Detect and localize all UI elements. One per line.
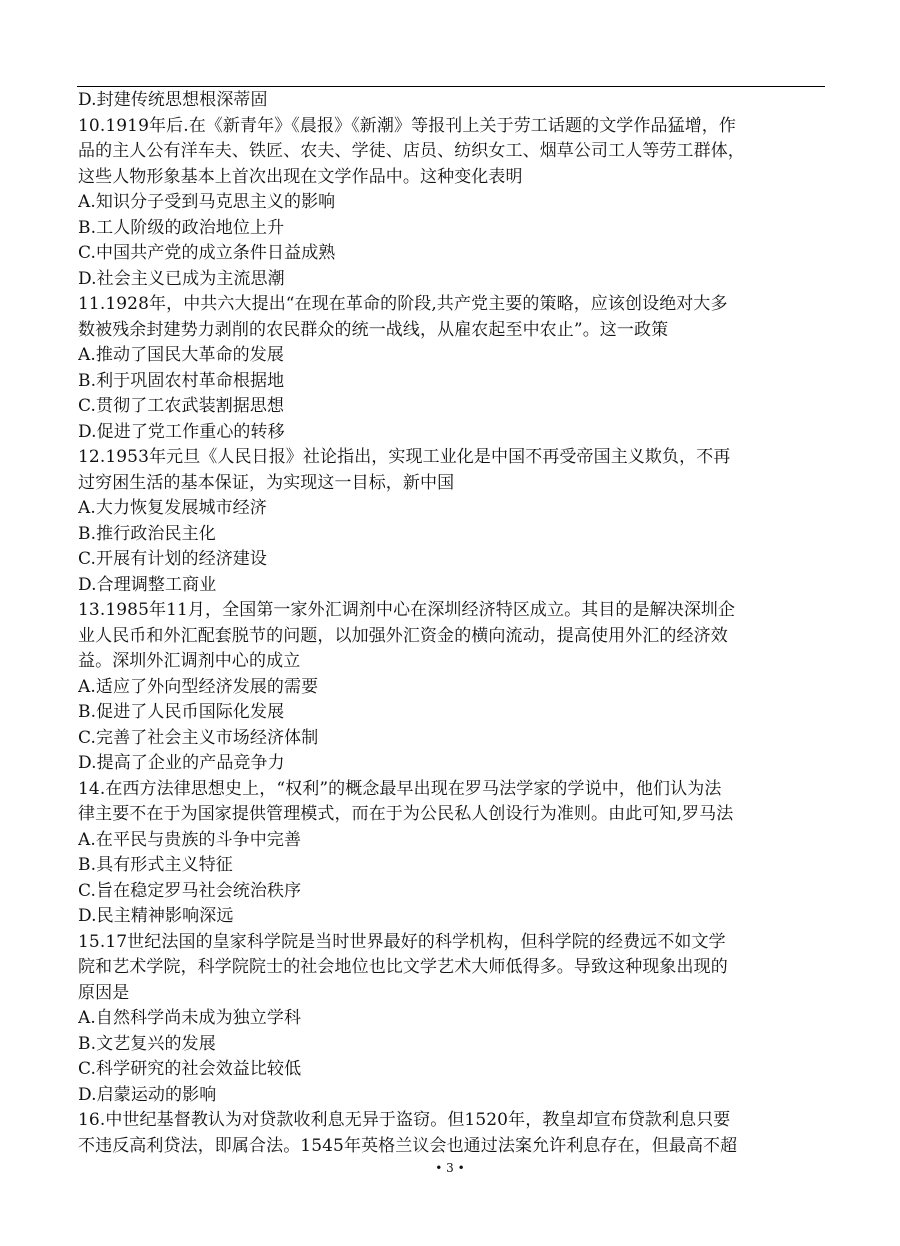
text-line: 这些人物形象基本上首次出现在文学作品中。这种变化表明	[78, 166, 523, 187]
text-line: 不违反高利贷法，即属合法。1545年英格兰议会也通过法案允许利息存在，但最高不超	[78, 1135, 738, 1156]
text-line: 11.1928年，中共六大提出“在现在革命的阶段,共产党主要的策略，应该创设绝对大多	[78, 294, 728, 314]
text-line: 14.在西方法律思想史上，“权利”的概念最早出现在罗马法学家的学说中，他们认为法	[78, 778, 722, 799]
header-rule	[77, 86, 825, 87]
text-line: 业人民币和外汇配套脱节的问题，以加强外汇资金的横向流动，提高使用外汇的经济效	[78, 625, 728, 646]
text-line: 品的主人公有洋车夫、铁匠、农夫、学徒、店员、纺织女工、烟草公司工人等劳工群体，	[78, 141, 745, 161]
text-line: C.旨在稳定罗马社会统治秩序	[78, 880, 302, 901]
text-line: B.工人阶级的政治地位上升	[78, 217, 285, 238]
text-line: D.封建传统思想根深蒂固	[78, 90, 268, 110]
text-line: 数被残余封建势力剥削的农民群众的统一战线，从雇农起至中农止”。这一政策	[78, 319, 669, 340]
page-number: • 3 •	[435, 1161, 465, 1175]
text-line: A.适应了外向型经济发展的需要	[78, 676, 319, 697]
text-line: A.在平民与贵族的斗争中完善	[78, 829, 302, 850]
text-line: 10.1919年后.在《新青年》《晨报》《新潮》等报刊上关于劳工话题的文学作品猛增，作	[78, 115, 737, 136]
text-line: C.贯彻了工农武装割据思想	[78, 396, 285, 416]
text-line: 益。深圳外汇调剂中心的成立	[78, 651, 301, 671]
text-line: B.文艺复兴的发展	[78, 1033, 216, 1054]
text-line: B.促进了人民币国际化发展	[78, 702, 285, 722]
text-line: 院和艺术学院，科学院院士的社会地位也比文学艺术大师低得多。导致这种现象出现的	[78, 957, 728, 977]
text-line: 过穷困生活的基本保证，为实现这一目标，新中国	[78, 472, 455, 493]
text-line: B.具有形式主义特征	[78, 855, 233, 875]
text-line: D.社会主义已成为主流思潮	[78, 268, 285, 289]
text-line: 13.1985年11月，全国第一家外汇调剂中心在深圳经济特区成立。其目的是解决深圳企	[78, 600, 736, 620]
text-line: C.开展有计划的经济建设	[78, 549, 268, 569]
question-text	[78, 88, 828, 1159]
text-line: D.启蒙运动的影响	[78, 1084, 217, 1105]
text-line: 15.17世纪法国的皇家科学院是当时世界最好的科学机构，但科学院的经费远不如文学	[78, 931, 726, 952]
text-line: C.中国共产党的成立条件日益成熟	[78, 243, 336, 263]
text-line: 16.中世纪基督教认为对贷款收利息无异于盗窃。但1520年，教皇却宣布贷款利息只要	[78, 1110, 731, 1130]
text-line: A.大力恢复发展城市经济	[78, 498, 267, 518]
text-line: C.科学研究的社会效益比较低	[78, 1059, 302, 1079]
text-line: B.推行政治民主化	[78, 523, 216, 544]
text-line: A.推动了国民大革命的发展	[78, 345, 284, 365]
text-line: B.利于巩固农村革命根据地	[78, 370, 285, 391]
text-line: 原因是	[78, 982, 130, 1003]
text-line: A.知识分子受到马克思主义的影响	[78, 192, 336, 212]
text-line: D.促进了党工作重心的转移	[78, 421, 285, 442]
text-line: 12.1953年元旦《人民日报》社论指出，实现工业化是中国不再受帝国主义欺负，不再	[78, 447, 731, 467]
text-line: C.完善了社会主义市场经济体制	[78, 727, 319, 748]
text-line: D.合理调整工商业	[78, 574, 217, 595]
text-line: A.自然科学尚未成为独立学科	[78, 1008, 302, 1028]
text-line: 律主要不在于为国家提供管理模式，而在于为公民私人创设行为准则。由此可知,罗马法	[78, 804, 734, 824]
text-line: D.提高了企业的产品竞争力	[78, 753, 285, 773]
text-line: D.民主精神影响深远	[78, 906, 234, 926]
